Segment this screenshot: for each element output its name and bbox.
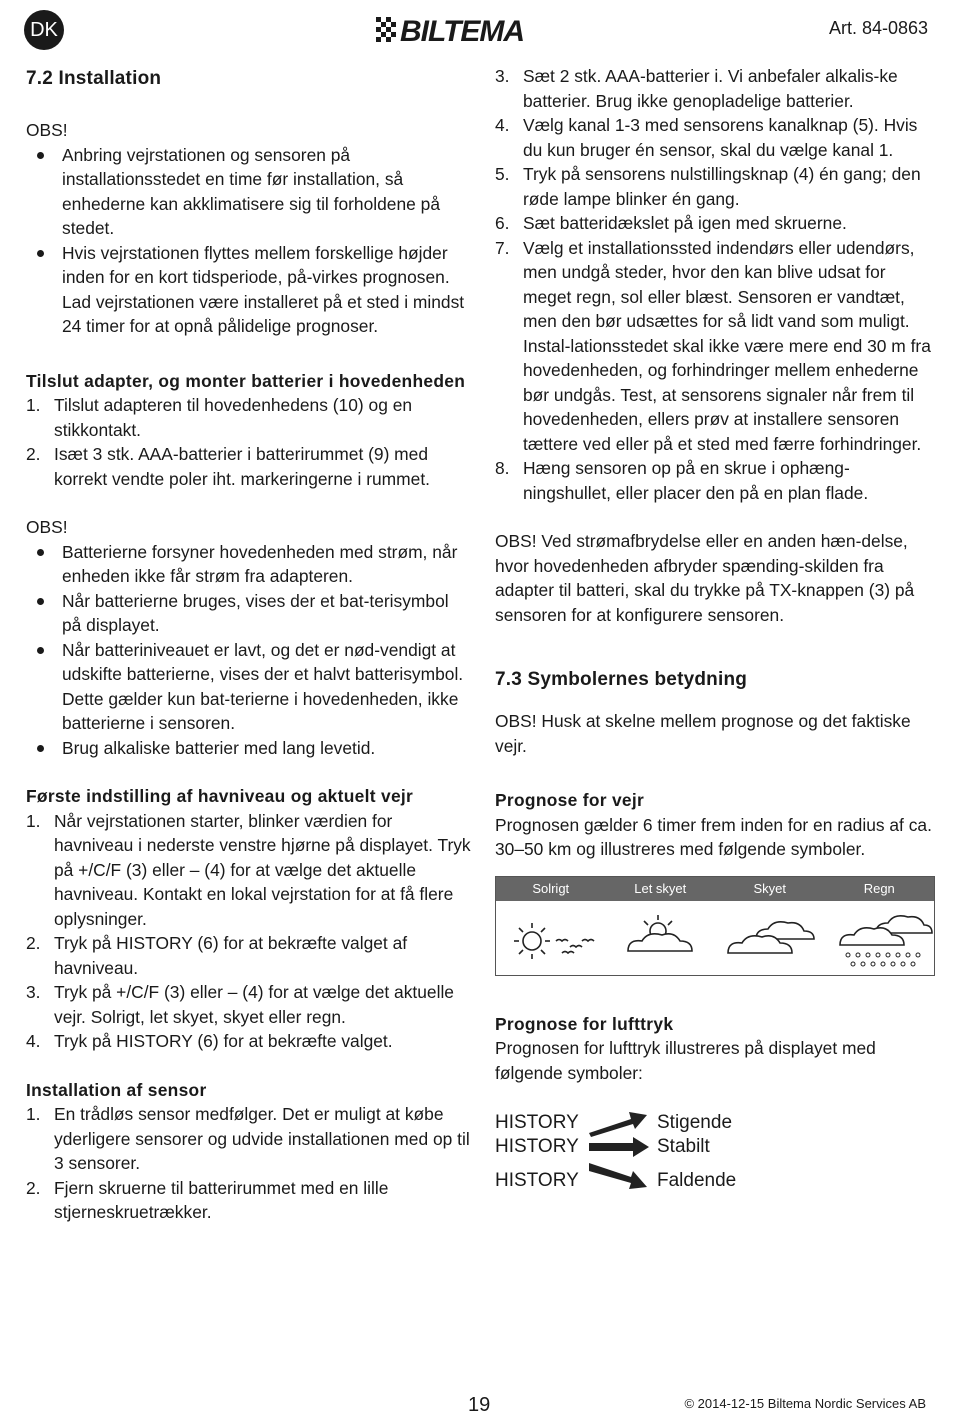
- right-column: [495, 64, 935, 1207]
- adapter-heading: Tilslut adapter, og monter batterier i hovedenheden: [26, 370, 466, 391]
- page-number: 19: [468, 1394, 491, 1416]
- article-number: Art. 84-0863: [828, 18, 928, 38]
- steady-label: Stabilt: [657, 1136, 710, 1157]
- partly-cloudy-cell: [606, 901, 716, 975]
- list-item: Når batteriniveauet er lavt, og det er nød-vendigt at udskifte batterierne, vises der et halvt batterisymbol. Dette gælder kun bat-terierne i hovedenheden, ikke batterierne i sensoren.: [26, 638, 471, 736]
- left-column: [26, 64, 471, 1225]
- copyright: © 2014-12-15 Biltema Nordic Services AB: [684, 1396, 926, 1411]
- forecast-heading: Prognose for vejr: [495, 790, 645, 810]
- symbol-table-body: [496, 901, 934, 975]
- obs-list: [26, 540, 471, 761]
- history-label: HISTORY: [495, 1170, 579, 1191]
- obs-list: [26, 143, 471, 339]
- history-label: HISTORY: [495, 1136, 579, 1157]
- forecast-text: Prognosen gælder 6 timer frem inden for en radius af ca. 30–50 km og illustreres med følgende symboler.: [495, 814, 932, 859]
- falling-arrow-icon: [587, 1159, 651, 1193]
- weather-symbol-table: [495, 876, 935, 976]
- pressure-text: Prognosen for lufttryk illustreres på displayet med følgende symboler:: [495, 1038, 876, 1083]
- first-setup-heading: Første indstilling af havniveau og aktuelt vejr: [26, 786, 414, 806]
- list-item: 1. Når vejrstationen starter, blinker værdien for havniveau i nederste venstre hjørne på displayet. Tryk på +/C/F (3) eller – (4) for at vælge det aktuelle havniveau. Kontakt en lokal vejrstation for at få flere oplysninger.: [26, 810, 471, 929]
- list-item: Hvis vejrstationen flyttes mellem forskellige højder inden for en kort tidsperiode, på-virkes prognosen. Lad vejrstationen være installeret på et sted i mindst 24 timer for at opnå pålidelige prognoser.: [26, 241, 471, 339]
- list-item: 4. Vælg kanal 1-3 med sensorens kanalknap (5). Hvis du kun bruger én sensor, skal du vælge kanal 1.: [495, 115, 918, 160]
- list-item: 1. Tilslut adapteren til hovedenhedens (10) og en stikkontakt.: [26, 395, 413, 440]
- page-header: [0, 0, 960, 58]
- section-7-3-title: 7.3 Symbolernes betydning: [495, 669, 748, 690]
- symbol-table-header: [496, 877, 934, 901]
- svg-text:BILTEMA: BILTEMA: [400, 15, 525, 43]
- list-item: 3. Sæt 2 stk. AAA-batterier i. Vi anbefaler alkalis-ke batterier. Brug ikke genopladelige batterier.: [495, 66, 898, 111]
- list-item: Batterierne forsyner hovedenheden med strøm, når enheden ikke får strøm fra adapteren.: [26, 540, 471, 589]
- symbol-label-sunny: Solrigt: [532, 880, 570, 896]
- list-item: 2. Fjern skruerne til batterirummet med en lille stjerneskruetrækker.: [26, 1177, 389, 1222]
- partly-cloudy-icon: [606, 901, 716, 975]
- first-setup-steps: [26, 809, 471, 1054]
- list-item: Brug alkaliske batterier med lang levetid.: [26, 736, 471, 761]
- biltema-logo: [376, 15, 582, 43]
- cloudy-cell: [716, 901, 826, 975]
- sunny-icon: [496, 901, 606, 975]
- section-7-2-title: 7.2 Installation: [26, 68, 162, 89]
- history-label: HISTORY: [495, 1112, 579, 1133]
- obs-label: OBS!: [26, 517, 68, 537]
- list-item: 2. Tryk på HISTORY (6) for at bekræfte valget af havniveau.: [26, 933, 408, 978]
- rising-label: Stigende: [657, 1112, 733, 1133]
- falling-label: Faldende: [657, 1170, 737, 1191]
- symbol-label-cloudy: Skyet: [753, 880, 786, 896]
- list-item: 5. Tryk på sensorens nulstillingsknap (4) én gang; den røde lampe blinker én gang.: [495, 164, 921, 209]
- pressure-symbols: [495, 1107, 935, 1207]
- sunny-cell: [496, 901, 606, 975]
- steady-arrow-icon: [587, 1135, 651, 1159]
- sensor-install-steps-continued: [495, 64, 935, 505]
- list-item: 4. Tryk på HISTORY (6) for at bekræfte valget.: [26, 1031, 393, 1051]
- list-item: Anbring vejrstationen og sensoren på installationsstedet en time før installation, så enhederne kan akklimatisere sig til forholdene på stedet.: [26, 143, 471, 241]
- rain-cell: [826, 901, 936, 975]
- list-item: 1. En trådløs sensor medfølger. Det er muligt at købe yderligere sensorer og udvide installationen med op til 3 sensorer.: [26, 1104, 470, 1173]
- sensor-install-heading: Installation af sensor: [26, 1079, 207, 1100]
- obs-forecast-note: OBS! Husk at skelne mellem prognose og det faktiske vejr.: [495, 711, 911, 756]
- language-badge: DK: [24, 10, 64, 50]
- list-item: Når batterierne bruges, vises der et bat-terisymbol på displayet.: [26, 589, 471, 638]
- obs-label: OBS!: [26, 120, 68, 140]
- symbol-label-rain: Regn: [863, 880, 895, 896]
- cloudy-icon: [716, 901, 826, 975]
- list-item: 2. Isæt 3 stk. AAA-batterier i batterirummet (9) med korrekt vendte poler iht. markeringerne i rummet.: [26, 444, 430, 489]
- adapter-steps: [26, 393, 471, 491]
- sensor-install-steps: [26, 1102, 471, 1225]
- symbol-label-partly-cloudy: Let skyet: [634, 880, 687, 896]
- obs-power-note: OBS! Ved strømafbrydelse eller en anden hæn-delse, hvor hovedenheden afbryder spænding-skilden fra adapter til batteri, skal du trykke på TX-knappen (3) på sensoren for at konfigurere sensoren.: [495, 531, 915, 625]
- list-item: 3. Tryk på +/C/F (3) eller – (4) for at vælge det aktuelle vejr. Solrigt, let skyet, skyet eller regn.: [26, 982, 454, 1027]
- list-item: 8. Hæng sensoren op på en skrue i ophæng-ningshullet, eller placer den på en plan flade.: [495, 458, 869, 503]
- rising-arrow-icon: [587, 1107, 651, 1137]
- list-item: 7. Vælg et installationssted indendørs eller udendørs, men undgå steder, hvor den kan blive udsat for meget regn, sol eller blæst. Sensoren er vandtæt, men den bør udsættes for så lidt vand som muligt. Instal-lationsstedet skal ikke være mere end 30 m fra hovedenheden, og forhindringer mellem enhederne bør undgås. Test, at sensorens signaler når frem til hovedenheden, ellers prøv at installere sensoren tættere ved eller på et sted med færre forhindringer.: [495, 237, 931, 454]
- pressure-heading: Prognose for lufttryk: [495, 1013, 674, 1034]
- rain-icon: [826, 901, 936, 975]
- list-item: 6. Sæt batteridækslet på igen med skruerne.: [495, 213, 847, 233]
